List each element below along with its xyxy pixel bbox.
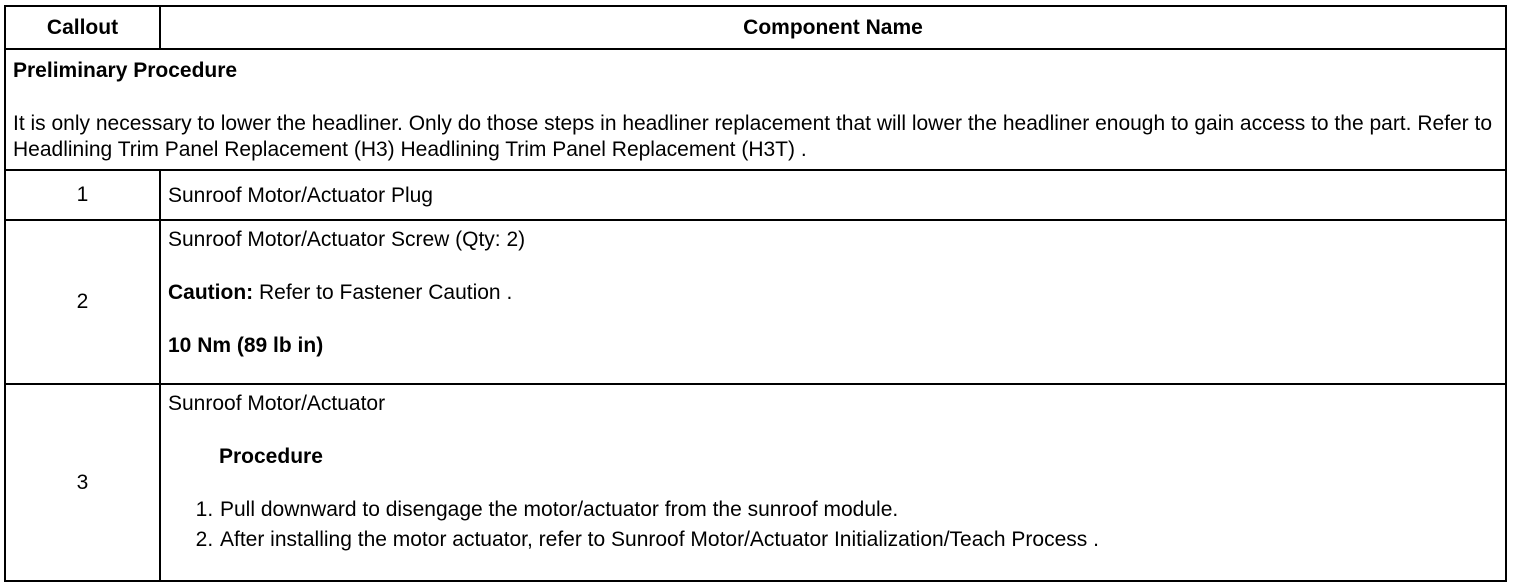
component-name-column-header: Component Name	[160, 6, 1506, 49]
table-row	[5, 220, 1506, 384]
preliminary-procedure-row	[5, 49, 1506, 170]
torque-spec: 10 Nm (89 lb in)	[168, 334, 324, 357]
component-detail-cell	[160, 384, 1506, 581]
table-row	[5, 384, 1506, 581]
caution-note	[168, 280, 1499, 305]
preliminary-procedure-cell	[5, 49, 1506, 170]
callout-number: 1	[5, 170, 160, 220]
table-header-row	[5, 6, 1506, 49]
procedure-step: 2. After installing the motor actuator, refer to Sunroof Motor/Actuator Initialization/Teach Process .	[219, 525, 1499, 555]
caution-text: Refer to Fastener Caution .	[253, 281, 513, 304]
component-name: Sunroof Motor/Actuator Screw (Qty: 2)	[168, 228, 526, 251]
procedure-title: Procedure	[219, 445, 323, 468]
callout-number: 2	[5, 220, 160, 384]
preliminary-procedure-title: Preliminary Procedure	[13, 59, 238, 82]
callout-column-header: Callout	[5, 6, 160, 49]
component-table	[4, 5, 1507, 582]
component-detail-cell	[160, 220, 1506, 384]
component-table-wrapper	[4, 5, 1507, 582]
procedure-step: 1. Pull downward to disengage the motor/actuator from the sunroof module.	[219, 495, 1499, 525]
caution-label: Caution:	[168, 281, 254, 304]
preliminary-procedure-text: It is only necessary to lower the headliner. Only do those steps in headliner replacement that will lower the headliner enough to gain access to the part. Refer to Headlining Trim Panel Replacement (H3) Headlining Trim Panel Replacement (H3T) .	[13, 112, 1493, 161]
component-name: Sunroof Motor/Actuator Plug	[160, 170, 1506, 220]
table-row	[5, 170, 1506, 220]
component-name: Sunroof Motor/Actuator	[168, 392, 386, 415]
callout-number: 3	[5, 384, 160, 581]
procedure-steps	[168, 495, 1499, 555]
